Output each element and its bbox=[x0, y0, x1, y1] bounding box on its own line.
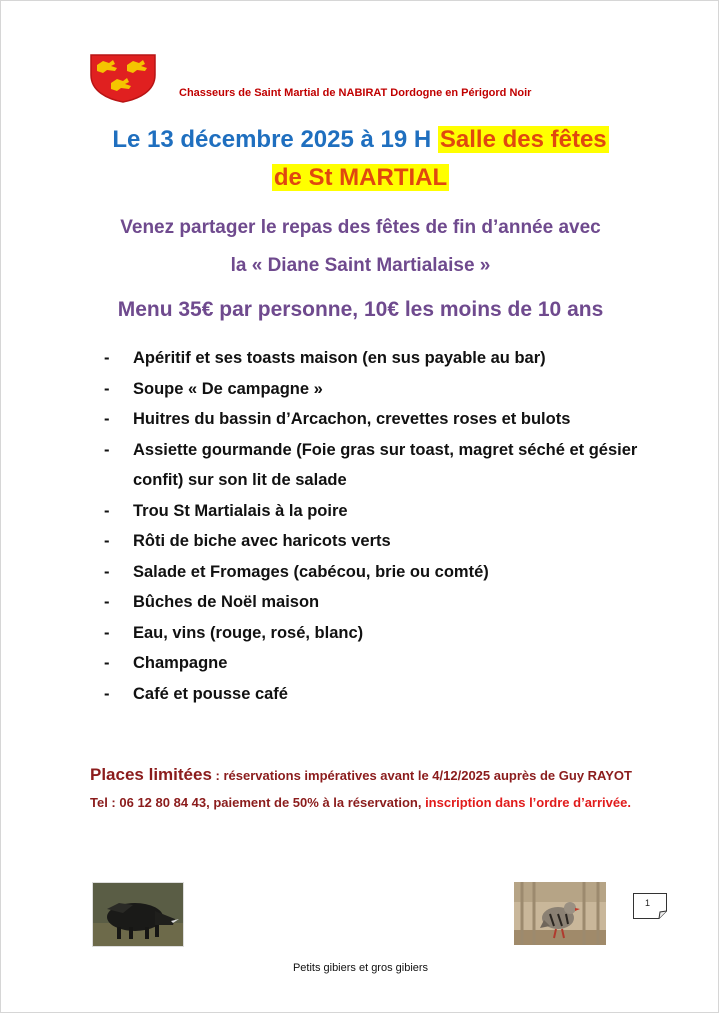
menu-item: - Rôti de biche avec haricots verts bbox=[104, 532, 391, 550]
menu-item: - Café et pousse café bbox=[104, 684, 288, 703]
coat-of-arms-icon bbox=[89, 53, 157, 103]
menu-item: - Salade et Fromages (cabécou, brie ou comté) bbox=[104, 562, 489, 581]
page-number: 1 bbox=[645, 898, 651, 908]
reservation-title: Places limitées bbox=[90, 765, 212, 784]
event-headline bbox=[1, 122, 719, 158]
reservation-notice bbox=[90, 761, 650, 816]
menu-item: - Soupe « De campagne » bbox=[104, 379, 323, 398]
partridge-icon bbox=[514, 882, 606, 945]
menu-list bbox=[104, 343, 664, 709]
reservation-text: : réservations impératives avant le 4/12/2025 auprès de Guy RAYOT Tel : 06 12 80 84 43, paiement de 50% à la réservation, bbox=[90, 768, 632, 810]
menu-item: - Trou St Martialais à la poire bbox=[104, 501, 348, 520]
menu-item: - Huitres du bassin d’Arcachon, crevettes roses et bulots bbox=[104, 410, 571, 428]
organization-name: Chasseurs de Saint Martial de NABIRAT Dordogne en Périgord Noir bbox=[179, 87, 532, 99]
menu-item: - Champagne bbox=[104, 654, 228, 672]
menu-item: - Apéritif et ses toasts maison (en sus payable au bar) bbox=[104, 349, 546, 367]
event-venue-line1: Salle des fêtes bbox=[439, 126, 607, 153]
event-venue-line2: de St MARTIAL bbox=[273, 164, 448, 191]
reservation-highlight: inscription dans l’ordre d’arrivée. bbox=[425, 795, 631, 810]
menu-item: - Assiette gourmande (Foie gras sur toast, magret séché et gésier confit) sur son lit de salade bbox=[104, 440, 638, 489]
invitation-line2: la « Diane Saint Martialaise » bbox=[230, 255, 491, 276]
event-venue-line2-wrap bbox=[1, 160, 719, 196]
invitation-line1: Venez partager le repas des fêtes de fin d’année avec bbox=[120, 217, 601, 238]
wild-boar-icon bbox=[92, 882, 184, 947]
menu-price: Menu 35€ par personne, 10€ les moins de 10 ans bbox=[117, 298, 604, 321]
event-date-time: Le 13 décembre 2025 à 19 H bbox=[112, 126, 432, 153]
menu-item: - Eau, vins (rouge, rosé, blanc) bbox=[104, 623, 364, 642]
footer-caption: Petits gibiers et gros gibiers bbox=[292, 962, 429, 974]
menu-item: - Bûches de Noël maison bbox=[104, 593, 320, 611]
